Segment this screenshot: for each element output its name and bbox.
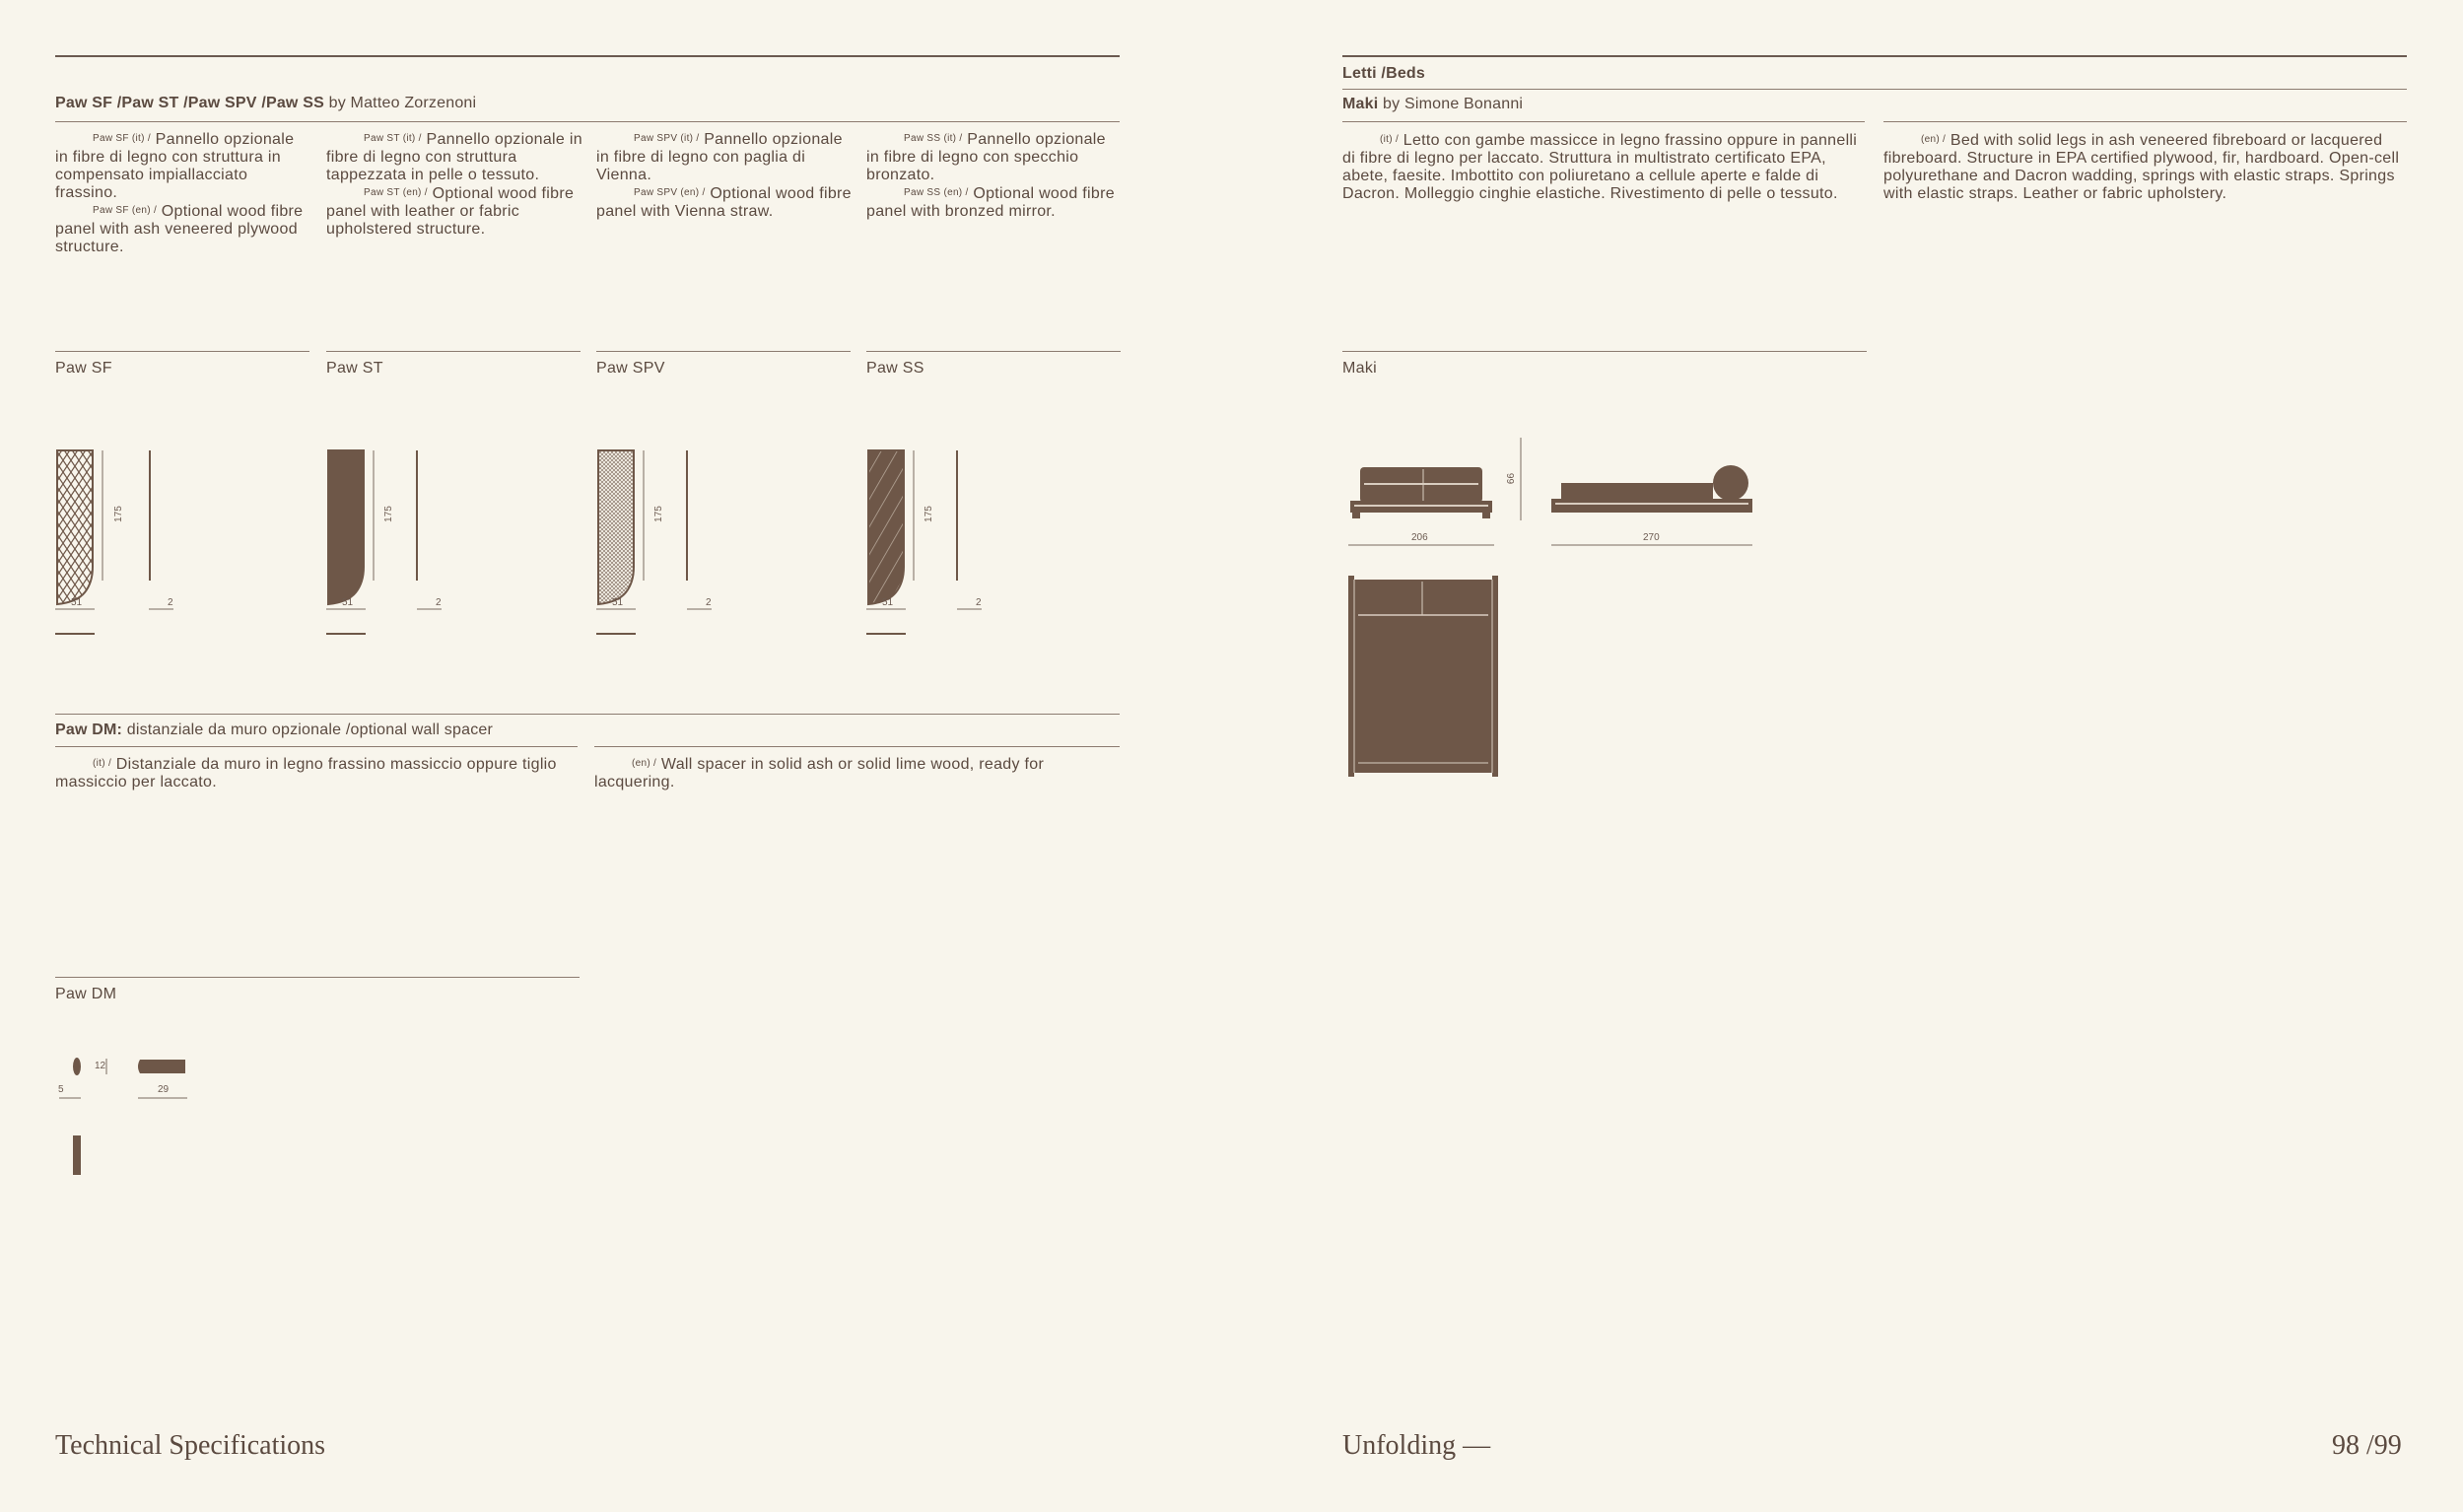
paw-st-label: Paw ST xyxy=(326,360,383,377)
maki-it-rule xyxy=(1342,121,1865,122)
maki-it-description: (it) / Letto con gambe massicce in legno frassino oppure in pannelli di fibre di legno per laccato. Struttura in multistrato certificato EPA, abete, faesite. Imbottito con poliuretano a cellule aperte e falde di Dacron. Molleggio cinghie elastiche. Rivestimento di pelle o tessuto. xyxy=(1342,132,1858,202)
paw-sf-rule xyxy=(55,351,309,352)
top-rule-left xyxy=(55,55,1120,57)
dm-header: Paw DM: distanziale da muro opzionale /optional wall spacer xyxy=(55,722,494,738)
paw-spv-description: Paw SPV (it) / Pannello opzionale in fibre di legno con paglia di Vienna. Paw SPV (en) / Optional wood fibre panel with Vienna straw. xyxy=(596,131,852,220)
maki-height-dim: 66 xyxy=(1506,472,1518,485)
paw-header: Paw SF /Paw ST /Paw SPV /Paw SS by Matteo Zorzenoni xyxy=(55,95,477,111)
paw-sf-height-dim: 175 xyxy=(112,506,124,522)
page-number: 98 /99 xyxy=(2332,1430,2402,1461)
paw-spv-rule xyxy=(596,351,851,352)
paw-sf-width-dim: 51 xyxy=(71,597,83,608)
footer-unfolding: Unfolding — xyxy=(1342,1430,1491,1461)
dm-drawing xyxy=(55,1055,203,1178)
maki-top-drawing xyxy=(1346,576,1504,779)
dm-it-rule xyxy=(55,746,578,747)
paw-ss-label: Paw SS xyxy=(866,360,924,377)
dm-width-dim: 29 xyxy=(158,1084,170,1095)
dm-en-description: (en) / Wall spacer in solid ash or solid lime wood, ready for lacquering. xyxy=(594,756,1045,790)
dm-depth-dim: 5 xyxy=(58,1084,64,1095)
maki-height-line xyxy=(1520,438,1524,522)
paw-st-depth-dim: 2 xyxy=(436,597,442,608)
dm-it-description: (it) / Distanziale da muro in legno frassino massiccio oppure tiglio massiccio per laccato. xyxy=(55,756,557,790)
paw-sf-depth-dim: 2 xyxy=(168,597,173,608)
maki-length-dim: 270 xyxy=(1643,532,1660,543)
paw-header-rule xyxy=(55,121,1120,122)
dm-label: Paw DM xyxy=(55,986,117,1002)
maki-width-dim: 206 xyxy=(1411,532,1428,543)
maki-label: Maki xyxy=(1342,360,1377,377)
paw-ss-height-dim: 175 xyxy=(923,506,934,522)
paw-ss-rule xyxy=(866,351,1121,352)
paw-spv-height-dim: 175 xyxy=(652,506,664,522)
maki-header: Maki by Simone Bonanni xyxy=(1342,96,1524,112)
section-title: Letti /Beds xyxy=(1342,65,1425,82)
section-rule xyxy=(1342,89,2407,90)
paw-spv-width-dim: 51 xyxy=(612,597,624,608)
paw-sf-description: Paw SF (it) / Pannello opzionale in fibre di legno con struttura in compensato impiallacciato frassino. Paw SF (en) / Optional wood fibre panel with ash veneered plywood structure. xyxy=(55,131,304,255)
paw-st-rule xyxy=(326,351,581,352)
paw-st-width-dim: 51 xyxy=(342,597,354,608)
dm-name-rule xyxy=(55,977,580,978)
maki-en-rule xyxy=(1883,121,2407,122)
dm-en-rule xyxy=(594,746,1120,747)
maki-name-rule xyxy=(1342,351,1867,352)
paw-ss-depth-dim: 2 xyxy=(976,597,982,608)
paw-spv-depth-dim: 2 xyxy=(706,597,712,608)
paw-ss-width-dim: 51 xyxy=(882,597,894,608)
paw-st-height-dim: 175 xyxy=(382,506,394,522)
dm-top-rule xyxy=(55,714,1120,715)
top-rule-right xyxy=(1342,55,2407,57)
maki-en-description: (en) / Bed with solid legs in ash veneered fibreboard or lacquered fibreboard. Structure in EPA certified plywood, fir, hardboard. Open-cell polyurethane and Dacron wadding, springs with elastic straps. Springs with elastic straps. Leather or fabric upholstery. xyxy=(1883,132,2400,202)
dm-height-dim: 12 xyxy=(95,1061,106,1071)
paw-sf-label: Paw SF xyxy=(55,360,112,377)
paw-spv-label: Paw SPV xyxy=(596,360,665,377)
paw-ss-description: Paw SS (it) / Pannello opzionale in fibre di legno con specchio bronzato. Paw SS (en) / Optional wood fibre panel with bronzed mirror. xyxy=(866,131,1115,220)
paw-st-description: Paw ST (it) / Pannello opzionale in fibre di legno con struttura tappezzata in pelle o tessuto. Paw ST (en) / Optional wood fibre panel with leather or fabric upholstered structure. xyxy=(326,131,582,238)
footer-technical-specifications: Technical Specifications xyxy=(55,1430,326,1461)
